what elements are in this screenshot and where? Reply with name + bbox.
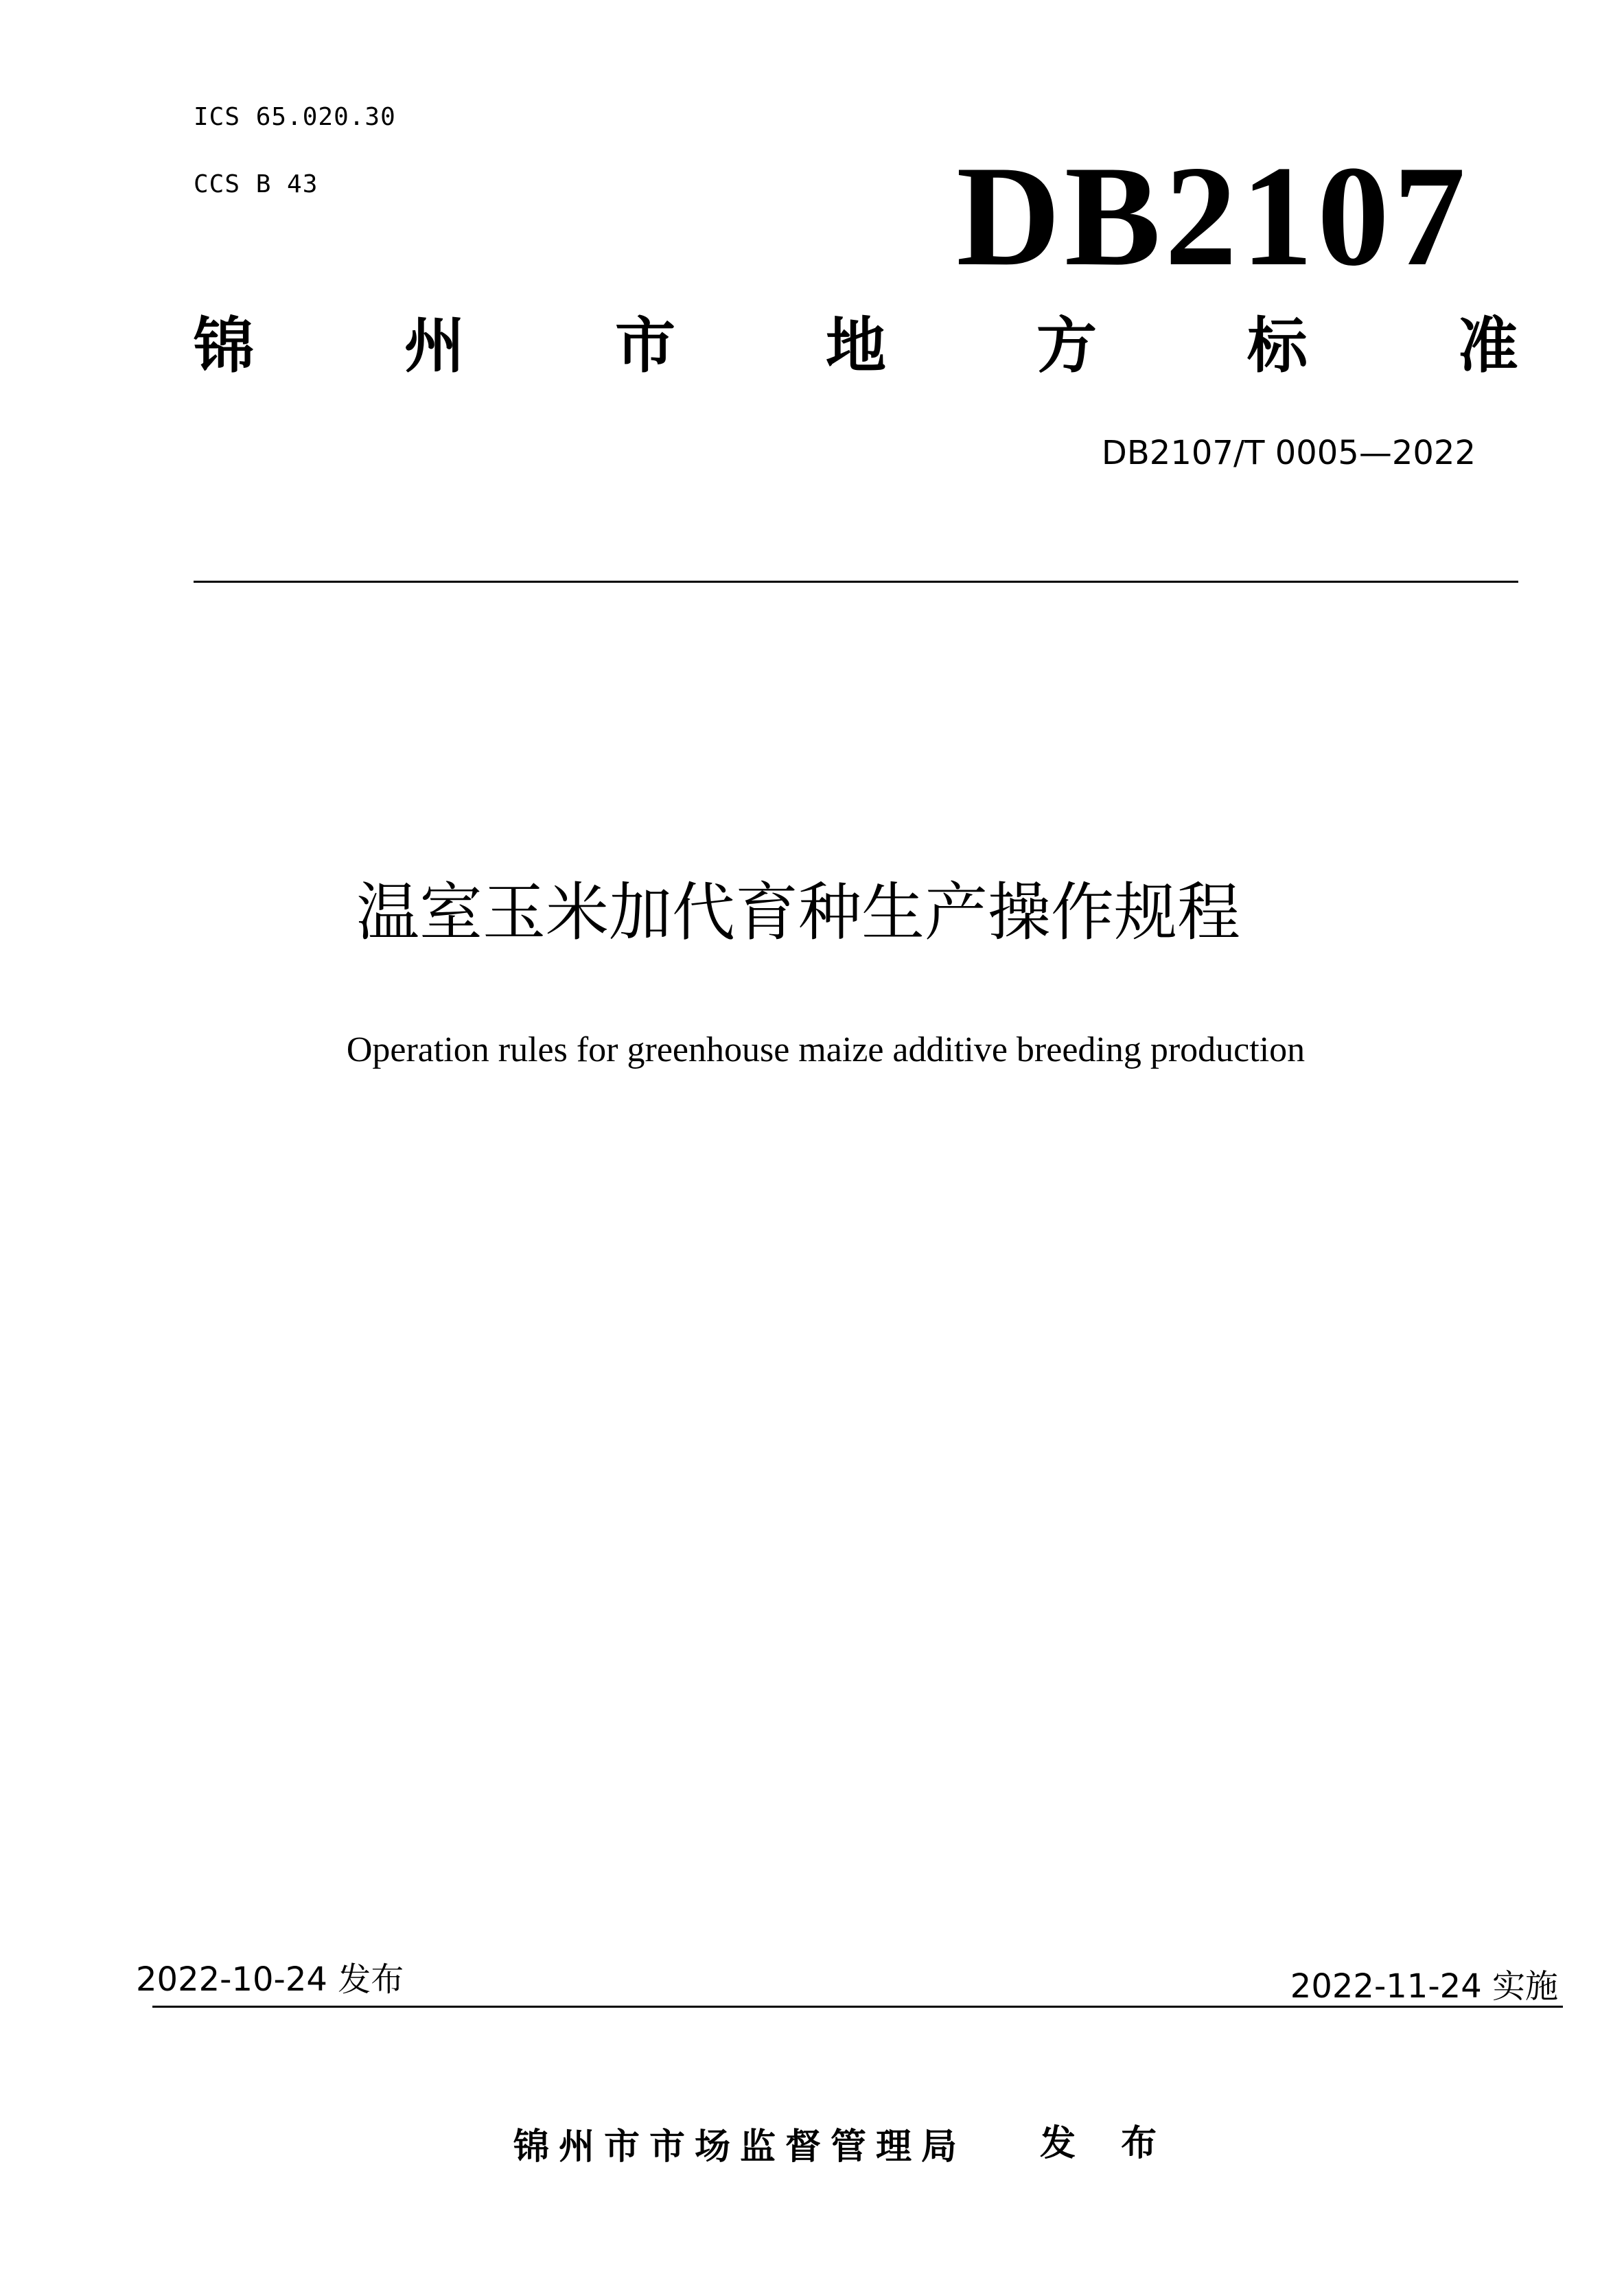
publish-label: 发 布 [1040, 2123, 1174, 2164]
standard-code: DB2107 [956, 137, 1470, 296]
standard-type-char: 地 [825, 310, 886, 381]
issue-date: 2022-10-24 发布 [136, 1960, 404, 1999]
title-english-text: Operation rules for greenhouse maize additive breeding production [346, 1030, 1306, 1069]
standard-type-char: 方 [1036, 310, 1097, 381]
title-chinese [0, 875, 1624, 951]
ics-code: ICS 65.020.30 [194, 103, 396, 131]
title-english [0, 1030, 1624, 1070]
ccs-code: CCS B 43 [194, 170, 318, 198]
implementation-date: 2022-11-24 实施 [1290, 1967, 1558, 2006]
standard-type-char: 准 [1457, 310, 1518, 381]
footer-divider [152, 2006, 1563, 2008]
header-divider [194, 581, 1518, 583]
standard-number: DB2107/T 0005—2022 [1101, 434, 1476, 472]
standard-type-char: 市 [614, 310, 675, 381]
standard-type-char: 州 [404, 310, 465, 381]
standard-type-char: 标 [1246, 310, 1308, 381]
standard-type [194, 310, 1518, 381]
title-chinese-text: 温室玉米加代育种生产操作规程 [356, 876, 1240, 949]
publisher: 锦州市市场监督管理局 [513, 2126, 967, 2168]
standard-type-char: 锦 [194, 310, 255, 381]
